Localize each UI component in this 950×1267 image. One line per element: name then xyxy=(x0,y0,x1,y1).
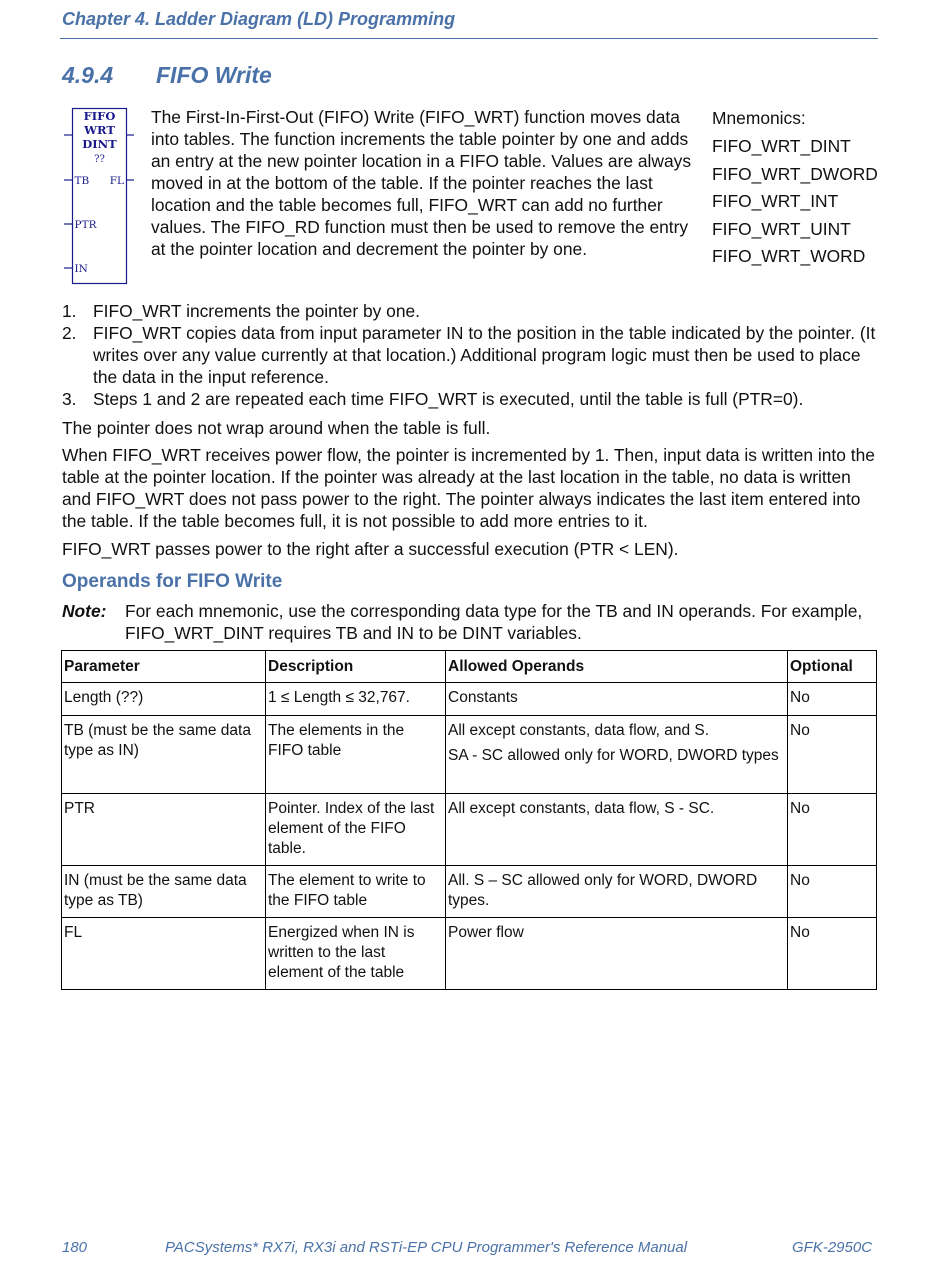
table-row xyxy=(62,866,877,918)
cell-description: 1 ≤ Length ≤ 32,767. xyxy=(266,683,446,716)
ld-pin-tb: TB xyxy=(74,175,90,187)
cell-description: The element to write to the FIFO table xyxy=(266,866,446,918)
cell-parameter: IN (must be the same data type as TB) xyxy=(62,866,266,918)
column-header-parameter: Parameter xyxy=(62,651,266,683)
cell-description: Energized when IN is written to the last element of the table xyxy=(266,918,446,990)
section-number: 4.9.4 xyxy=(62,62,114,88)
mnemonic-item: FIFO_WRT_INT xyxy=(712,191,839,211)
header-rule xyxy=(60,38,878,39)
paragraph-pass-power: FIFO_WRT passes power to the right after a successful execution (PTR < LEN). xyxy=(62,539,679,559)
step-item xyxy=(62,322,877,388)
paragraph-wrap-note: The pointer does not wrap around when the table is full. xyxy=(62,418,491,438)
column-header-allowed-operands: Allowed Operands xyxy=(446,651,788,683)
cell-parameter: PTR xyxy=(62,794,266,866)
ld-block-diagram xyxy=(60,106,136,286)
cell-allowed-operands xyxy=(446,794,788,866)
chapter-header: Chapter 4. Ladder Diagram (LD) Programming xyxy=(62,9,456,29)
step-number: 1. xyxy=(62,301,77,321)
step-item xyxy=(62,300,877,322)
cell-parameter: FL xyxy=(62,918,266,990)
footer-doc-id: GFK-2950C xyxy=(792,1239,873,1256)
operands-table xyxy=(61,650,877,990)
ld-block-line2: WRT xyxy=(84,123,115,137)
allowed-operand-text: Constants xyxy=(448,689,518,706)
note-label: Note: xyxy=(62,601,107,621)
ld-pin-ptr: PTR xyxy=(74,219,97,231)
step-number: 2. xyxy=(62,323,77,343)
ld-pin-in: IN xyxy=(74,263,88,275)
cell-optional: No xyxy=(788,866,877,918)
ld-pin-fl: FL xyxy=(109,175,124,187)
column-header-optional: Optional xyxy=(788,651,877,683)
ld-block-length: ?? xyxy=(94,154,105,165)
note-text: For each mnemonic, use the corresponding data type for the TB and IN operands. For example, FIFO_WRT_DINT requires TB and IN to be DINT variables. xyxy=(125,601,863,643)
cell-parameter: Length (??) xyxy=(62,683,266,716)
cell-optional: No xyxy=(788,683,877,716)
footer-manual-title: PACSystems* RX7i, RX3i and RSTi-EP CPU Programmer's Reference Manual xyxy=(165,1239,688,1256)
table-header-row xyxy=(62,651,877,683)
step-number: 3. xyxy=(62,389,77,409)
allowed-operand-text: All except constants, data flow, S - SC. xyxy=(448,800,715,817)
ld-block-line3: DINT xyxy=(82,137,117,151)
table-row xyxy=(62,918,877,990)
step-text: FIFO_WRT copies data from input parameter IN to the position in the table indicated by the pointer. (It writes over any value currently at that location.) Additional program logic must then be used to place the data in the input reference. xyxy=(93,323,876,387)
mnemonic-item: FIFO_WRT_WORD xyxy=(712,246,866,266)
intro-paragraph: The First-In-First-Out (FIFO) Write (FIFO_WRT) function moves data into tables. The function increments the table pointer by one and adds an entry at the new pointer location in a FIFO table. Values are always moved in at the bottom of the table. If the pointer reaches the last location and the table becomes full, FIFO_WRT can add no further values. The FIFO_RD function must then be used to remove the entry at the pointer location and decrement the pointer by one. xyxy=(151,107,692,259)
step-text: Steps 1 and 2 are repeated each time FIFO_WRT is executed, until the table is full (PTR=0). xyxy=(93,389,804,409)
step-item xyxy=(62,388,877,410)
cell-allowed-operands xyxy=(446,918,788,990)
table-row xyxy=(62,716,877,794)
cell-optional: No xyxy=(788,716,877,794)
cell-optional: No xyxy=(788,918,877,990)
operands-heading: Operands for FIFO Write xyxy=(62,571,283,592)
cell-parameter: TB (must be the same data type as IN) xyxy=(62,716,266,794)
cell-description: The elements in the FIFO table xyxy=(266,716,446,794)
cell-allowed-operands xyxy=(446,866,788,918)
cell-allowed-operands xyxy=(446,683,788,716)
column-header-description: Description xyxy=(266,651,446,683)
allowed-operand-text: SA - SC allowed only for WORD, DWORD types xyxy=(448,747,779,764)
allowed-operand-text: All. S – SC allowed only for WORD, DWORD types. xyxy=(448,872,758,909)
fifo-wrt-ld-block xyxy=(60,106,136,286)
ld-block-line1: FIFO xyxy=(83,109,116,123)
mnemonic-item: FIFO_WRT_DWORD xyxy=(712,163,878,184)
table-row xyxy=(62,794,877,866)
mnemonic-item: FIFO_WRT_UINT xyxy=(712,218,851,239)
mnemonic-item: FIFO_WRT_DINT xyxy=(712,136,851,156)
footer-page-number: 180 xyxy=(62,1239,88,1256)
steps-list xyxy=(62,300,877,410)
cell-optional: No xyxy=(788,794,877,866)
mnemonics-heading: Mnemonics: xyxy=(712,108,806,128)
mnemonics-list xyxy=(712,106,878,271)
paragraph-power-flow: When FIFO_WRT receives power flow, the pointer is incremented by 1. Then, input data is written into the table at the pointer location. If the pointer was already at the last location in the table, no data is written and FIFO_WRT does not pass power to the right. The pointer always indicates the last item entered into the table. If the table becomes full, it is not possible to add more entries to it. xyxy=(62,445,875,531)
allowed-operand-text: Power flow xyxy=(448,924,524,941)
section-title: FIFO Write xyxy=(156,62,272,88)
cell-description: Pointer. Index of the last element of the FIFO table. xyxy=(266,794,446,866)
table-row xyxy=(62,683,877,716)
step-text: FIFO_WRT increments the pointer by one. xyxy=(93,301,421,321)
cell-allowed-operands xyxy=(446,716,788,794)
allowed-operand-text: All except constants, data flow, and S. xyxy=(448,722,710,739)
